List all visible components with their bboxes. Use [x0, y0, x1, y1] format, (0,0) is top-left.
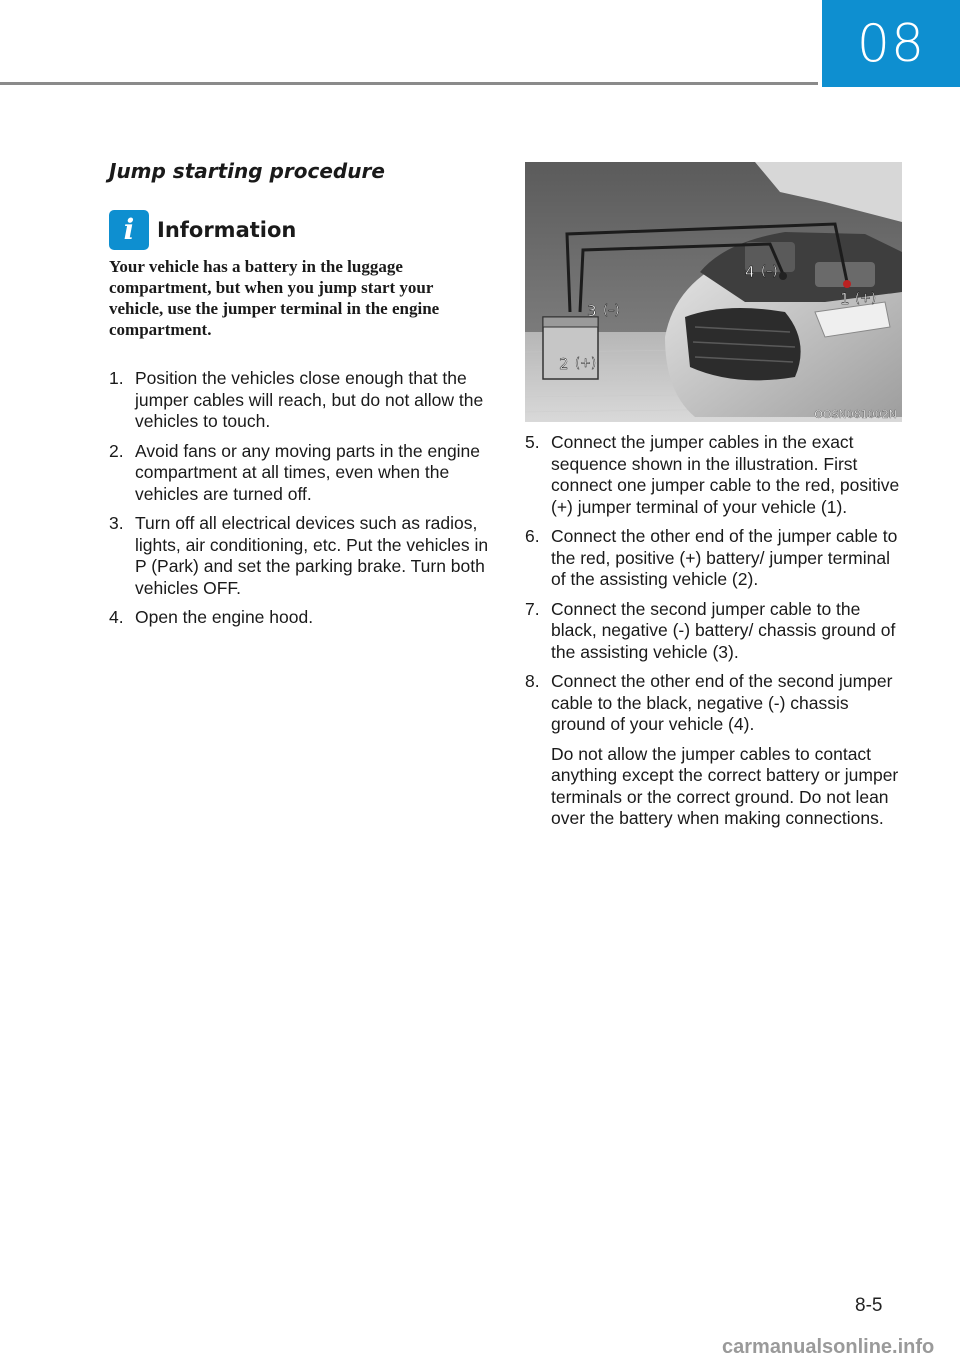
- info-text: Your vehicle has a battery in the luggage compartment, but when you jump start your vehicle, use the jumper terminal in the engine compartment.: [109, 257, 440, 339]
- step-text: Position the vehicles close enough that the jumper cables will reach, but do not allow the vehicles to touch.: [135, 368, 484, 431]
- list-item: [525, 432, 905, 518]
- step-number: 1.: [109, 368, 124, 388]
- page-number: 8-5: [855, 1295, 883, 1316]
- list-item: [109, 513, 494, 599]
- step-number: 2.: [109, 440, 124, 461]
- label-3-sign: (–): [603, 303, 620, 318]
- step-text: Avoid fans or any moving parts in the engine compartment at all times, even when the vehicles are turned off.: [135, 440, 481, 504]
- info-header: [109, 210, 296, 250]
- list-item: [109, 441, 494, 506]
- list-item: [109, 368, 494, 433]
- step-number: 8.: [525, 671, 540, 691]
- section-title: Jump starting procedure: [109, 159, 385, 183]
- watermark: carmanualsonline.info: [722, 1336, 935, 1358]
- figure-code: OOSN081002N: [814, 408, 897, 421]
- list-item: [525, 526, 905, 591]
- step-number: 5.: [525, 432, 540, 452]
- list-item: [525, 671, 905, 830]
- steps-list-left: [109, 368, 494, 637]
- list-item: [109, 607, 494, 629]
- steps-list-right: [525, 432, 905, 838]
- step-text: Connect the jumper cables in the exact sequence shown in the illustration. First connect one jumper cable to the red, positive (+) jumper terminal of your vehicle (1).: [551, 432, 900, 517]
- step-text: Open the engine hood.: [135, 607, 314, 627]
- label-2-number: 2: [559, 355, 569, 373]
- jump-start-illustration: [525, 162, 902, 422]
- step-number: 7.: [525, 598, 540, 619]
- step-text: Connect the other end of the second jumper cable to the black, negative (-) chassis ground of your vehicle (4).: [551, 671, 893, 734]
- step-number: 6.: [525, 526, 540, 546]
- label-3-number: 3: [587, 302, 597, 320]
- label-4-sign: (–): [761, 264, 778, 279]
- chapter-tab: [822, 0, 960, 87]
- label-1-sign: (+): [855, 291, 877, 306]
- step-text: Connect the second jumper cable to the black, negative (-) battery/ chassis ground of the assisting vehicle (3).: [551, 598, 896, 662]
- list-item: [525, 599, 905, 664]
- header-rule: [0, 82, 818, 85]
- label-4-number: 4: [745, 263, 755, 281]
- info-title: Information: [157, 218, 297, 242]
- chapter-number: 08: [856, 13, 926, 74]
- step-text: Turn off all electrical devices such as radios, lights, air conditioning, etc. Put the vehicles in P (Park) and set the parking brake. Turn both vehicles OFF.: [135, 513, 489, 598]
- label-1-number: 1: [840, 290, 850, 308]
- step-number: 4.: [109, 607, 124, 627]
- information-icon: i: [109, 210, 149, 250]
- step-text: Connect the other end of the jumper cable to the red, positive (+) battery/ jumper terminal of the assisting vehicle (2).: [551, 526, 898, 589]
- label-2-sign: (+): [575, 356, 597, 371]
- step-number: 3.: [109, 513, 124, 533]
- step-note: Do not allow the jumper cables to contact anything except the correct battery or jumper terminals or the correct ground. Do not lean over the battery when making connections.: [551, 743, 899, 828]
